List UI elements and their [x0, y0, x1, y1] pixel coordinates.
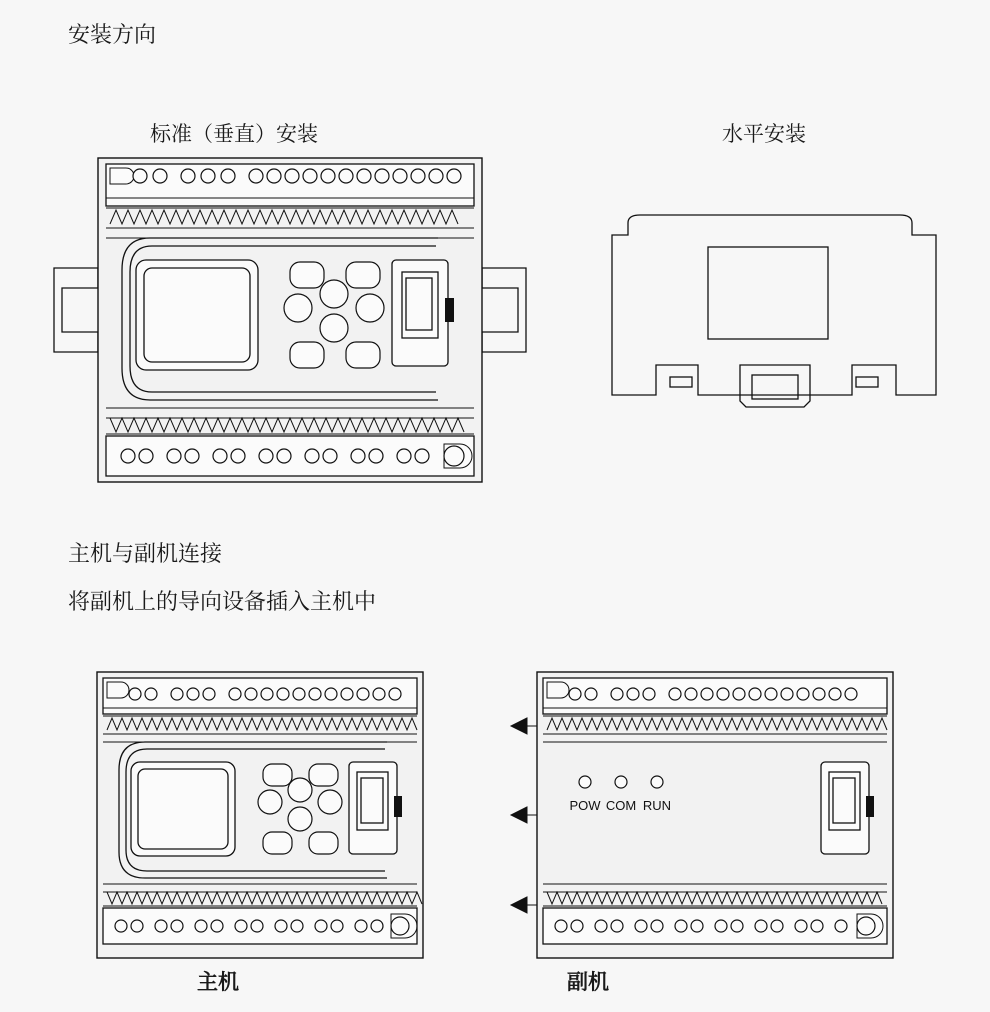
figure-slave-device — [505, 670, 895, 960]
led-label-com: COM — [605, 798, 637, 813]
slave-expansion-port — [821, 762, 874, 854]
led-label-pow: POW — [569, 798, 601, 813]
center-connector — [740, 365, 810, 407]
label-horizontal-mount: 水平安装 — [722, 123, 806, 146]
heading-connect-master-slave: 主机与副机连接 — [68, 541, 223, 566]
master-expansion-port — [349, 762, 402, 854]
figure-master-device — [95, 670, 425, 960]
figure-vertical-mount — [40, 150, 540, 490]
expansion-port — [392, 260, 454, 366]
din-rail-left — [54, 268, 98, 352]
din-rail-right — [482, 268, 526, 352]
label-vertical-mount: 标准（垂直）安装 — [150, 123, 318, 146]
figure-horizontal-mount — [600, 205, 950, 425]
label-slave-device: 副机 — [567, 970, 609, 994]
label-master-device: 主机 — [197, 970, 239, 994]
heading-install-direction: 安装方向 — [68, 22, 157, 47]
subheading-insert-guide: 将副机上的导向设备插入主机中 — [68, 589, 377, 614]
led-label-run: RUN — [642, 798, 672, 813]
slave-bottom-terminals — [555, 920, 847, 932]
